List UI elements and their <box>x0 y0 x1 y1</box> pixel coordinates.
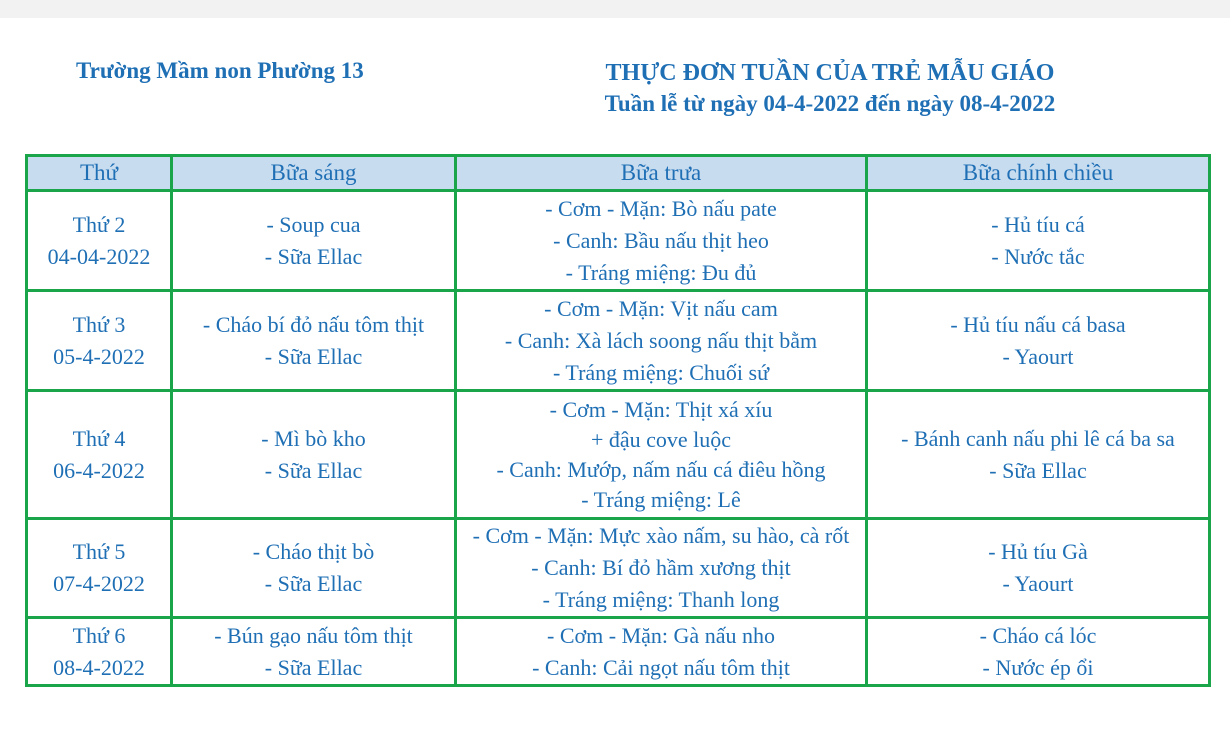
menu-item: - Bún gạo nấu tôm thịt <box>214 622 413 648</box>
lunch-cell <box>456 618 867 686</box>
table-row <box>27 618 1210 686</box>
table-row <box>27 191 1210 291</box>
table-header-row <box>27 156 1210 191</box>
menu-item: - Sữa Ellac <box>264 243 363 269</box>
breakfast-cell <box>172 618 456 686</box>
menu-item: - Nước tắc <box>991 243 1085 269</box>
menu-item: - Soup cua <box>266 211 361 237</box>
table-row <box>27 291 1210 391</box>
week-range: Tuần lễ từ ngày 04-4-2022 đến ngày 08-4-2022 <box>604 91 1056 116</box>
menu-item: - Canh: Xà lách soong nấu thịt bằm <box>504 327 818 353</box>
day-date: 08-4-2022 <box>53 654 145 680</box>
day-date: 04-04-2022 <box>47 243 151 269</box>
header-breakfast: Bữa sáng <box>172 156 456 191</box>
top-bar <box>0 0 1230 18</box>
menu-item: - Tráng miệng: Chuối sứ <box>552 359 770 385</box>
menu-item: - Tráng miệng: Lê <box>581 486 741 512</box>
menu-item: - Cơm - Mặn: Thịt xá xíu <box>549 396 773 422</box>
school-name: Trường Mầm non Phường 13 <box>76 58 364 83</box>
menu-item: - Canh: Cải ngọt nấu tôm thịt <box>532 654 790 680</box>
breakfast-cell <box>172 519 456 618</box>
menu-item: - Yaourt <box>1002 343 1074 369</box>
weekly-menu-table <box>25 154 1211 687</box>
day-cell <box>27 191 172 291</box>
header-lunch: Bữa trưa <box>456 156 867 191</box>
lunch-cell <box>456 391 867 519</box>
day-date: 06-4-2022 <box>53 457 145 483</box>
table-row <box>27 519 1210 618</box>
lunch-cell <box>456 191 867 291</box>
day-cell <box>27 291 172 391</box>
dinner-cell <box>867 291 1210 391</box>
menu-item: - Cơm - Mặn: Vịt nấu cam <box>544 295 778 321</box>
menu-item: - Hủ tíu Gà <box>988 539 1088 564</box>
breakfast-cell <box>172 191 456 291</box>
table-row <box>27 391 1210 519</box>
menu-item: - Mì bò kho <box>261 425 366 451</box>
menu-item: - Tráng miệng: Thanh long <box>542 587 780 612</box>
menu-item: - Hủ tíu cá <box>991 211 1085 237</box>
lunch-cell <box>456 291 867 391</box>
menu-item: - Yaourt <box>1002 571 1074 596</box>
breakfast-cell <box>172 391 456 519</box>
menu-item: - Tráng miệng: Đu đủ <box>565 259 757 285</box>
menu-item: - Cháo cá lóc <box>979 622 1097 648</box>
menu-item: - Cơm - Mặn: Gà nấu nho <box>547 622 775 648</box>
menu-item: - Canh: Bí đỏ hầm xương thịt <box>531 555 791 580</box>
menu-title: THỰC ĐƠN TUẦN CỦA TRẺ MẪU GIÁO <box>605 60 1055 86</box>
menu-item: - Cơm - Mặn: Mực xào nấm, su hào, cà rốt <box>472 523 850 548</box>
menu-item: - Sữa Ellac <box>989 457 1087 483</box>
title-block <box>520 58 1140 120</box>
menu-item: - Sữa Ellac <box>264 654 363 680</box>
menu-item: - Hủ tíu nấu cá basa <box>950 311 1126 337</box>
dinner-cell <box>867 519 1210 618</box>
day-label: Thứ 6 <box>72 622 126 648</box>
menu-item: - Canh: Mướp, nấm nấu cá điêu hồng <box>496 456 826 482</box>
header-day: Thứ <box>27 156 172 191</box>
dinner-cell <box>867 191 1210 291</box>
breakfast-cell <box>172 291 456 391</box>
menu-item: - Sữa Ellac <box>264 457 363 483</box>
menu-item: - Bánh canh nấu phi lê cá ba sa <box>901 425 1175 451</box>
day-date: 05-4-2022 <box>53 343 145 369</box>
lunch-cell <box>456 519 867 618</box>
day-cell <box>27 519 172 618</box>
day-label: Thứ 5 <box>72 539 126 564</box>
menu-item: - Cháo thịt bò <box>252 539 375 564</box>
day-cell <box>27 391 172 519</box>
menu-item: - Sữa Ellac <box>264 571 363 596</box>
menu-item: + đậu cove luộc <box>590 426 732 452</box>
day-label: Thứ 2 <box>72 211 126 237</box>
day-label: Thứ 4 <box>72 425 126 451</box>
menu-item: - Nước ép ổi <box>982 654 1094 680</box>
day-label: Thứ 3 <box>72 311 126 337</box>
day-date: 07-4-2022 <box>53 571 145 596</box>
menu-item: - Cháo bí đỏ nấu tôm thịt <box>202 311 425 337</box>
dinner-cell <box>867 391 1210 519</box>
menu-item: - Sữa Ellac <box>264 343 363 369</box>
menu-item: - Cơm - Mặn: Bò nấu pate <box>545 195 777 221</box>
menu-item: - Canh: Bầu nấu thịt heo <box>553 227 769 253</box>
dinner-cell <box>867 618 1210 686</box>
header-dinner: Bữa chính chiều <box>867 156 1210 191</box>
day-cell <box>27 618 172 686</box>
